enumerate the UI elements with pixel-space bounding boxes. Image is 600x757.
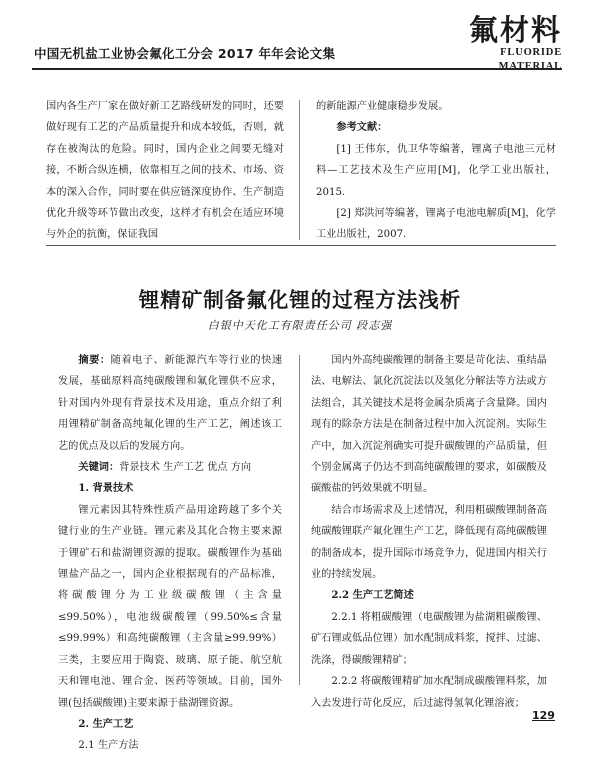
method-paragraph: 国内外高纯碳酸锂的制备主要是苛化法、重结晶法、电解法、氯化沉淀法以及氢化分解法等方法或方法组合，其关键技术是将金属杂质离子含量降。国内现有的除杂方法是在制备过程中加入沉淀剂。实际生产中，加入沉淀剂确实可提升碳酸锂的产品质量，但个别金属离子仍达不到高纯碳酸锂的要求，如碳酸及碳酸盐的钙效果就不明显。 — [311, 355, 547, 495]
page-number: 129 — [532, 709, 555, 722]
article-author: 白银中天化工有限责任公司 段志强 — [207, 319, 393, 332]
section-heading-process: 2. 生产工艺 — [78, 717, 134, 730]
section-heading-background: 1. 背景技术 — [78, 482, 134, 495]
previous-article-ending: 的新能源产业健康稳步发展。 — [316, 101, 449, 112]
abstract-label: 摘要： — [78, 354, 111, 366]
background-paragraph: 锂元素因其特殊性质产品用途跨越了多个关键行业的生产业链。锂元素及其化合物主要来源于锂矿石和盐湖锂资源的提取。碳酸锂作为基础锂盐产品之一，国内企业根据现有的产品标准，将碳酸锂分为工业级碳酸锂（主含量≤99.50%），电池级碳酸锂（99.50%≤含量≤99.99%）和高纯碳酸锂（主含量≥99.99%）三类，主要应用于陶瓷、玻璃、原子能、航空航天和锂电池、锂合金、医药等领域。目前，国外锂(包括碳酸锂)主要来源于盐湖锂资源。 — [58, 504, 282, 709]
conference-title: 中国无机盐工业协会氟化工分会 2017 年年会论文集 — [34, 46, 336, 61]
article-separator — [46, 245, 556, 246]
previous-article-right-column — [316, 96, 556, 246]
article-left-column — [58, 350, 282, 757]
process-step: 2.2.1 将粗碳酸锂（电碳酸锂为盐湖粗碳酸锂、矿石锂或低品位锂）加水配制成料浆，搅拌、过滤、洗涤，得碳酸锂精矿； — [311, 611, 547, 666]
market-paragraph: 结合市场需求及上述情况，利用粗碳酸锂制备高纯碳酸锂联产氟化锂生产工艺，降低现有高纯碳酸锂的制备成本，提升国际市场竞争力，促进国内相关行业的持续发展。 — [311, 504, 547, 581]
article-right-column — [311, 350, 547, 714]
page-header — [0, 0, 600, 80]
logo-english: FLUORIDE MATERIAL — [498, 47, 562, 72]
column-divider-top — [299, 100, 300, 240]
abstract-text: 随着电子、新能源汽车等行业的快速发展，基础原料高纯碳酸锂和氟化锂供不应求，针对国内外现有背景技术及用途，重点介绍了利用锂精矿制备高纯氟化锂的生产工艺，阐述该工艺的优点及以后的发展方向。 — [58, 355, 283, 452]
previous-article-left-column — [46, 96, 284, 246]
reference-item: [1] 王伟东，仇卫华等编著，锂离子电池三元材料—工艺技术及生产应用[M]，化学工业出版社，2015. — [316, 143, 556, 198]
column-divider-main — [299, 355, 300, 685]
references-title: 参考文献： — [336, 121, 388, 134]
header-rule — [32, 68, 562, 70]
keywords-text: 背景技术 生产工艺 优点 方向 — [119, 462, 252, 474]
process-step: 2.2.2 将碳酸锂精矿加水配制成碳酸锂料浆，加入去发进行苛化反应，后过滤得氢氧化锂溶液； — [311, 676, 547, 709]
logo-chinese: 氟材料 — [468, 13, 562, 47]
previous-article-paragraph: 国内各生产厂家在做好新工艺路线研发的同时，还要做好现有工艺的产品质量提升和成本较低，否则，就存在被淘汰的危险。同时，国内企业之间要无缝对接，不断合纵连横，依靠相互之间的技术、市场、资本的深入合作，同时要在供应链深度协作、生产制造优化升级等环节做出改变，这样才有机会在适应环境与外企的抗衡，保证我国 — [46, 101, 284, 241]
subsection-heading-method: 2.1 生产方法 — [78, 740, 139, 752]
article-title: 锂精矿制备氟化锂的过程方法浅析 — [138, 288, 462, 312]
reference-item: [2] 郑洪河等编著，锂离子电池电解质[M]，化学工业出版社，2007. — [316, 208, 556, 241]
subsection-heading-process-summary: 2.2 生产工艺简述 — [331, 589, 414, 602]
journal-logo — [444, 13, 562, 72]
keywords-label: 关键词： — [78, 461, 120, 474]
